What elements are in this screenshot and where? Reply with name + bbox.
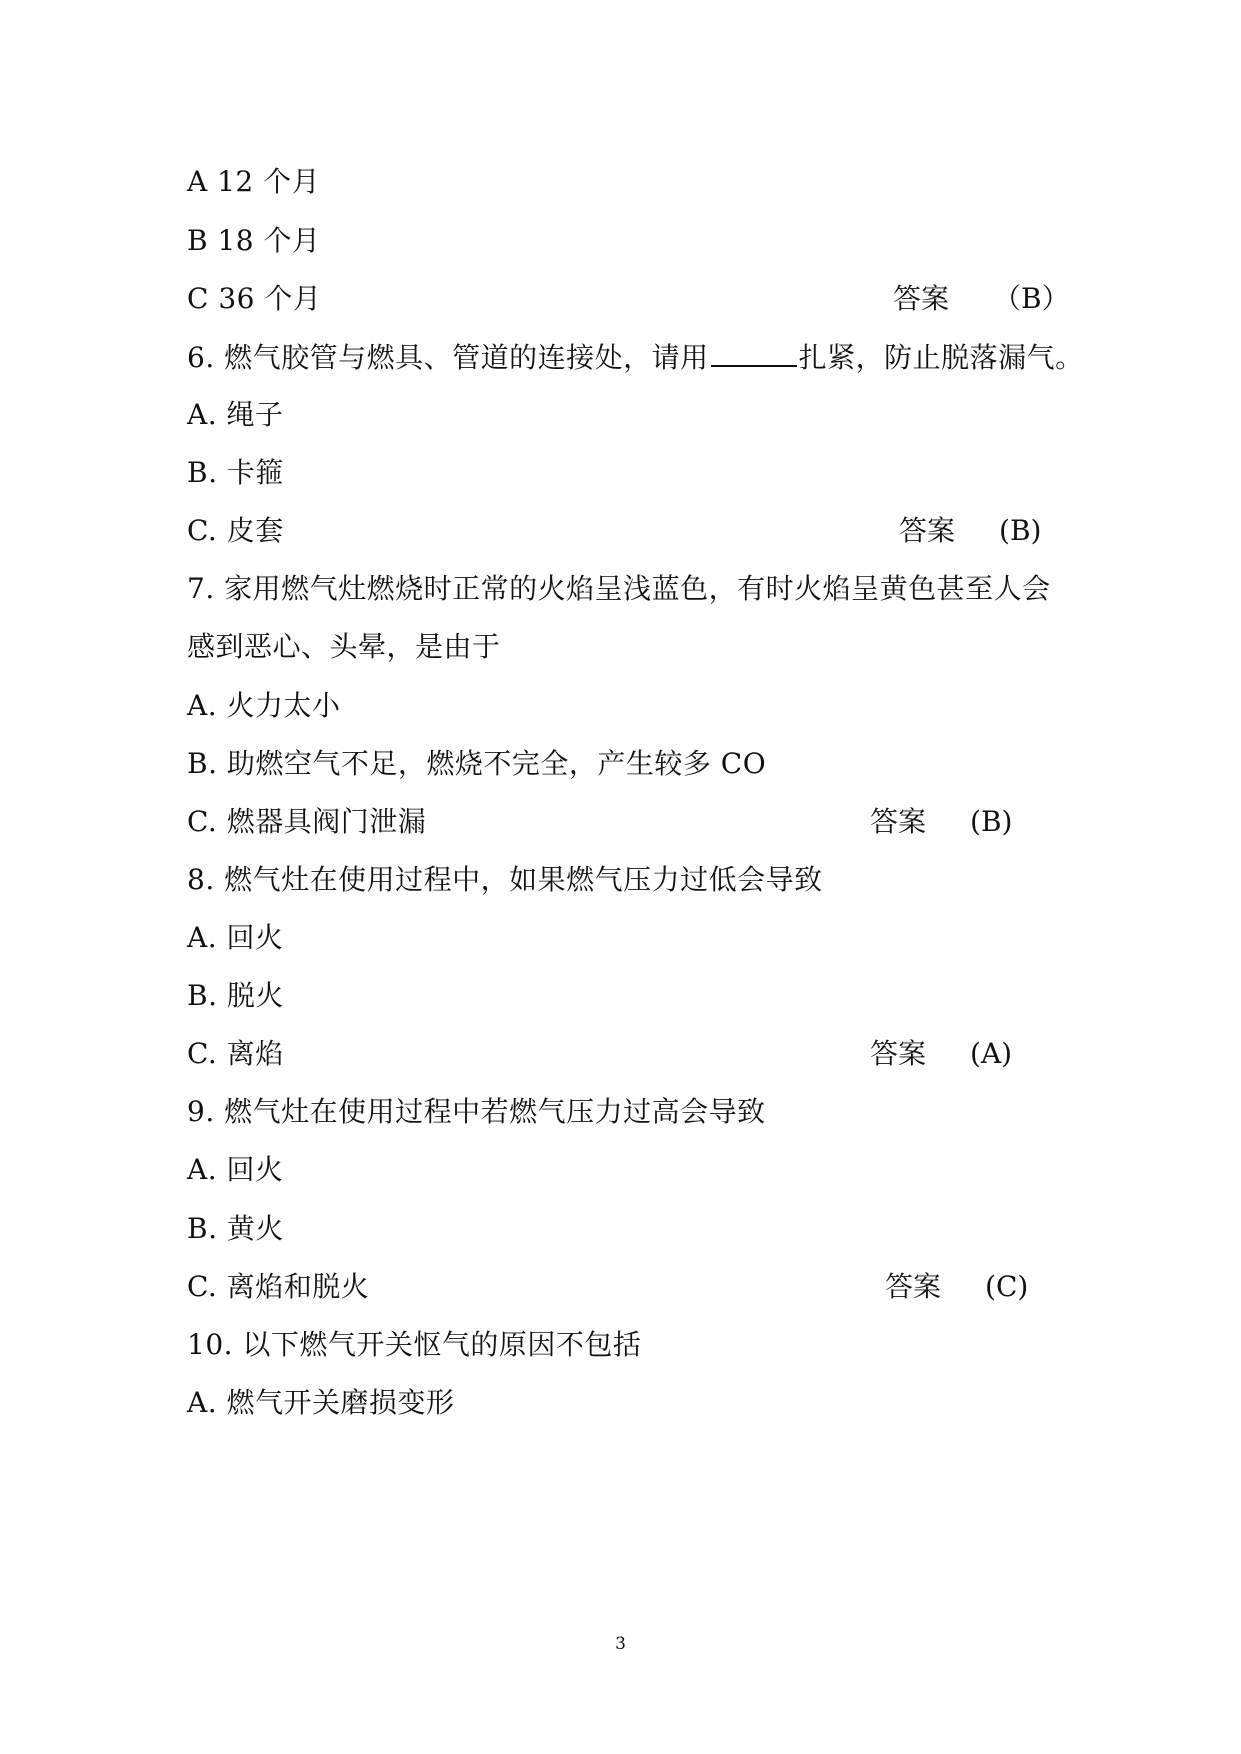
q8-answer — [870, 1034, 1012, 1074]
q7-question-line1: 7. 家用燃气灶燃烧时正常的火焰呈浅蓝色，有时火焰呈黄色甚至人会 — [187, 572, 1051, 605]
q10-question: 10. 以下燃气开关怄气的原因不包括 — [187, 1328, 642, 1361]
q5-option-b: B 18 个月 — [187, 224, 321, 257]
q7-option-b: B. 助燃空气不足，燃烧不完全，产生较多 CO — [187, 747, 767, 780]
q6-question: 6. 燃气胶管与燃具、管道的连接处，请用 扎紧，防止脱落漏气。 — [187, 337, 1084, 377]
q8-question: 8. 燃气灶在使用过程中，如果燃气压力过低会导致 — [187, 863, 823, 896]
q9-option-b: B. 黄火 — [187, 1212, 284, 1245]
q6-option-b: B. 卡箍 — [187, 456, 284, 489]
q9-answer — [885, 1267, 1028, 1307]
q8-option-c: C. 离焰 — [187, 1037, 284, 1070]
answer-value: (C) — [985, 1270, 1029, 1303]
q7-option-c: C. 燃器具阀门泄漏 — [187, 805, 427, 838]
q7-question-line2: 感到恶心、头晕，是由于 — [187, 630, 501, 663]
q5-option-c: C 36 个月 — [187, 282, 322, 315]
q5-answer — [893, 279, 1070, 319]
answer-value: (B) — [999, 514, 1042, 547]
answer-label: 答案 — [885, 1270, 942, 1303]
q10-option-a: A. 燃气开关磨损变形 — [187, 1386, 455, 1419]
q9-question: 9. 燃气灶在使用过程中若燃气压力过高会导致 — [187, 1095, 766, 1128]
answer-value: (A) — [970, 1037, 1013, 1070]
answer-value: （B） — [993, 282, 1070, 315]
page-number: 3 — [615, 1634, 626, 1654]
q6-option-a: A. 绳子 — [187, 398, 284, 431]
q6-option-c: C. 皮套 — [187, 514, 284, 547]
q9-option-c: C. 离焰和脱火 — [187, 1270, 370, 1303]
answer-label: 答案 — [899, 514, 956, 547]
q5-option-a: A 12 个月 — [187, 165, 321, 198]
q7-option-a: A. 火力太小 — [187, 689, 341, 722]
q6-answer — [899, 511, 1041, 551]
q9-option-a: A. 回火 — [187, 1153, 284, 1186]
answer-label: 答案 — [893, 282, 950, 315]
answer-label: 答案 — [870, 1037, 927, 1070]
q7-answer — [870, 802, 1012, 842]
q8-option-b: B. 脱火 — [187, 979, 284, 1012]
fill-in-blank — [711, 337, 797, 367]
answer-value: (B) — [970, 805, 1013, 838]
answer-label: 答案 — [870, 805, 927, 838]
q8-option-a: A. 回火 — [187, 921, 284, 954]
